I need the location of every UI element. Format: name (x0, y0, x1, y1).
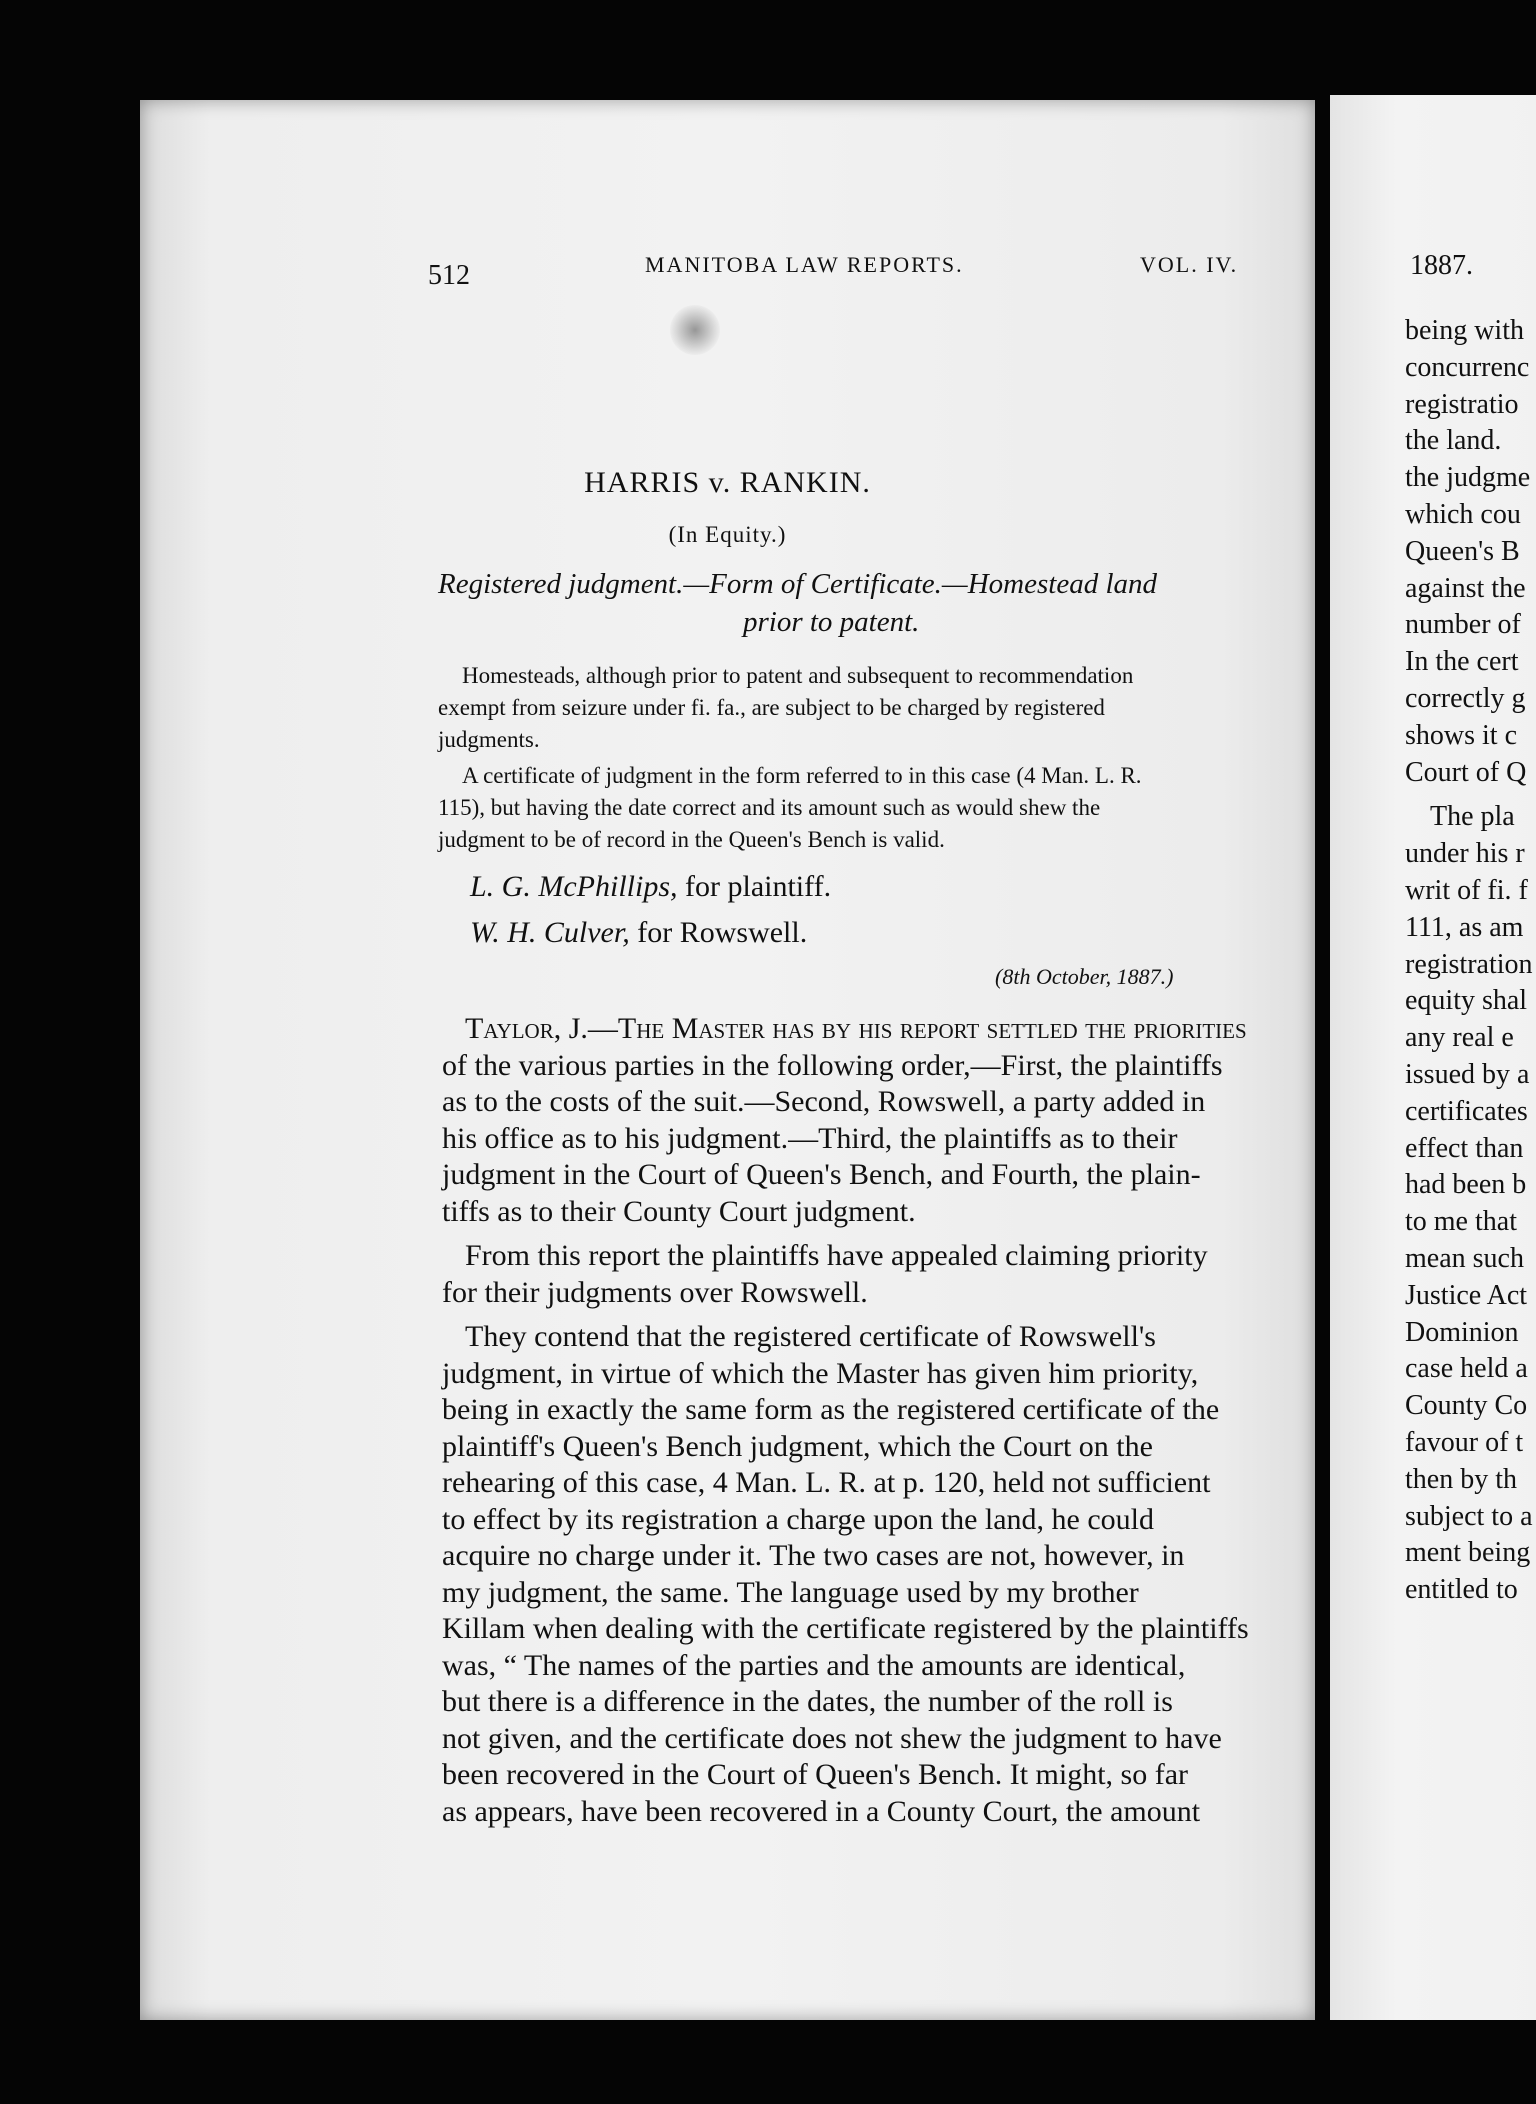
body-text-line: to effect by its registration a charge upon the land, he could (442, 1502, 1155, 1536)
body-text-line: tiffs as to their County Court judgment. (442, 1194, 916, 1228)
court-note: (In Equity.) (668, 522, 787, 547)
decision-date: (8th October, 1887.) (995, 964, 1174, 989)
body-text-line: rehearing of this case, 4 Man. L. R. at p. 120, held not sufficient (442, 1466, 1211, 1499)
body-text-line: They contend that the registered certificate of Rowswell's (465, 1320, 1156, 1353)
right-text-line: entitled to (1405, 1574, 1518, 1606)
headnote-line: Homesteads, although prior to patent and subsequent to recommendation (462, 663, 1134, 688)
right-text-line: writ of fi. f (1405, 875, 1528, 906)
body-text-line: Killam when dealing with the certificate registered by the plaintiffs (442, 1612, 1249, 1645)
body-text-line: my judgment, the same. The language used by my brother (442, 1575, 1139, 1609)
right-text-line: registration (1405, 948, 1533, 980)
right-text-line: favour of t (1405, 1427, 1524, 1458)
counsel-line (470, 916, 807, 950)
counsel-role: for Rowswell. (629, 916, 808, 949)
subject-line: prior to patent. (743, 606, 920, 638)
headnote-line: A certificate of judgment in the form referred to in this case (4 Man. L. R. (462, 763, 1142, 788)
page-gutter (1315, 95, 1330, 2020)
right-text-line: correctly g (1405, 683, 1526, 714)
right-text-line: any real e (1405, 1022, 1514, 1054)
right-text-line: Justice Act (1405, 1279, 1528, 1311)
body-text-line: not given, and the certificate does not shew the judgment to have (442, 1721, 1222, 1755)
body-text-line: of the various parties in the following order,—First, the plaintiffs (442, 1048, 1223, 1082)
right-text-line: The pla (1430, 801, 1515, 833)
right-text-line: against the (1405, 572, 1526, 604)
right-text-line: subject to a (1405, 1500, 1533, 1532)
body-text-line: judgment in the Court of Queen's Bench, and Fourth, the plain- (442, 1158, 1201, 1191)
body-text-line: been recovered in the Court of Queen's Bench. It might, so far (442, 1758, 1189, 1791)
right-text-line: equity shal (1405, 985, 1528, 1017)
body-text-line: Taylor, J.—The Master has by his report settled the priorities (465, 1012, 1247, 1045)
right-text-line: concurrenc (1405, 351, 1530, 383)
body-text-line: From this report the plaintiffs have appealed claiming priority (465, 1239, 1208, 1272)
headnote-line: judgments. (438, 727, 540, 752)
right-text-line: In the cert (1405, 646, 1519, 678)
right-text-line: under his r (1405, 838, 1525, 870)
subject-line: Registered judgment.—Form of Certificate.—Homestead land (438, 568, 1157, 600)
right-text-line: Court of Q (1405, 756, 1527, 788)
counsel-role: for plaintiff. (677, 870, 832, 903)
counsel-name: L. G. McPhillips, (470, 870, 678, 903)
counsel-line (470, 870, 831, 904)
right-text-line: County Co (1405, 1390, 1528, 1422)
right-text-line: ment being (1405, 1537, 1531, 1569)
body-text-line: his office as to his judgment.—Third, the plaintiffs as to their (442, 1121, 1178, 1155)
body-text-line: but there is a difference in the dates, the number of the roll is (442, 1685, 1173, 1718)
right-text-line: 111, as am (1405, 911, 1524, 943)
running-head: MANITOBA LAW REPORTS. (645, 252, 964, 277)
right-text-line: Queen's B (1405, 535, 1520, 567)
right-page (1330, 95, 1536, 2020)
right-text-line: shows it c (1405, 719, 1517, 751)
left-page (140, 100, 1315, 2020)
body-text-line: acquire no charge under it. The two cases are not, however, in (442, 1539, 1185, 1572)
right-text-line: case held a (1405, 1353, 1528, 1385)
right-text-line: the judgme (1405, 462, 1531, 494)
body-text-line: being in exactly the same form as the registered certificate of the (442, 1393, 1220, 1426)
right-text-line: number of (1405, 609, 1521, 641)
headnote-line: 115), but having the date correct and its amount such as would shew the (438, 795, 1101, 820)
right-text-line: then by th (1405, 1463, 1517, 1495)
right-page-year: 1887. (1410, 250, 1473, 281)
headnote-line: judgment to be of record in the Queen's Bench is valid. (438, 827, 945, 852)
case-title: HARRIS v. RANKIN. (584, 466, 871, 499)
body-text-line: plaintiff's Queen's Bench judgment, which the Court on the (442, 1429, 1153, 1463)
right-text-line: had been b (1405, 1169, 1527, 1201)
right-text-line: issued by a (1405, 1059, 1530, 1090)
body-text-line: as appears, have been recovered in a County Court, the amount (442, 1794, 1201, 1828)
right-text-line: Dominion (1405, 1316, 1519, 1348)
volume-label: VOL. IV. (1140, 252, 1239, 277)
right-text-line: the land. (1405, 425, 1502, 457)
page-number: 512 (428, 260, 470, 291)
right-text-line: which cou (1405, 499, 1521, 530)
right-text-line: certificates (1405, 1095, 1528, 1127)
ink-smudge (670, 305, 720, 355)
right-text-line: being with (1405, 315, 1524, 346)
right-text-line: effect than (1405, 1132, 1524, 1164)
counsel-name: W. H. Culver, (470, 916, 630, 949)
body-text-line: as to the costs of the suit.—Second, Rowswell, a party added in (442, 1085, 1206, 1118)
right-text-line: mean such (1405, 1243, 1524, 1274)
right-text-line: registratio (1405, 388, 1519, 420)
body-text-line: judgment, in virtue of which the Master has given him priority, (442, 1356, 1199, 1390)
right-text-line: to me that (1405, 1206, 1517, 1238)
headnote-line: exempt from seizure under fi. fa., are subject to be charged by registered (438, 695, 1105, 720)
body-text-line: for their judgments over Rowswell. (442, 1275, 868, 1309)
body-text-line: was, “ The names of the parties and the amounts are identical, (442, 1648, 1186, 1682)
